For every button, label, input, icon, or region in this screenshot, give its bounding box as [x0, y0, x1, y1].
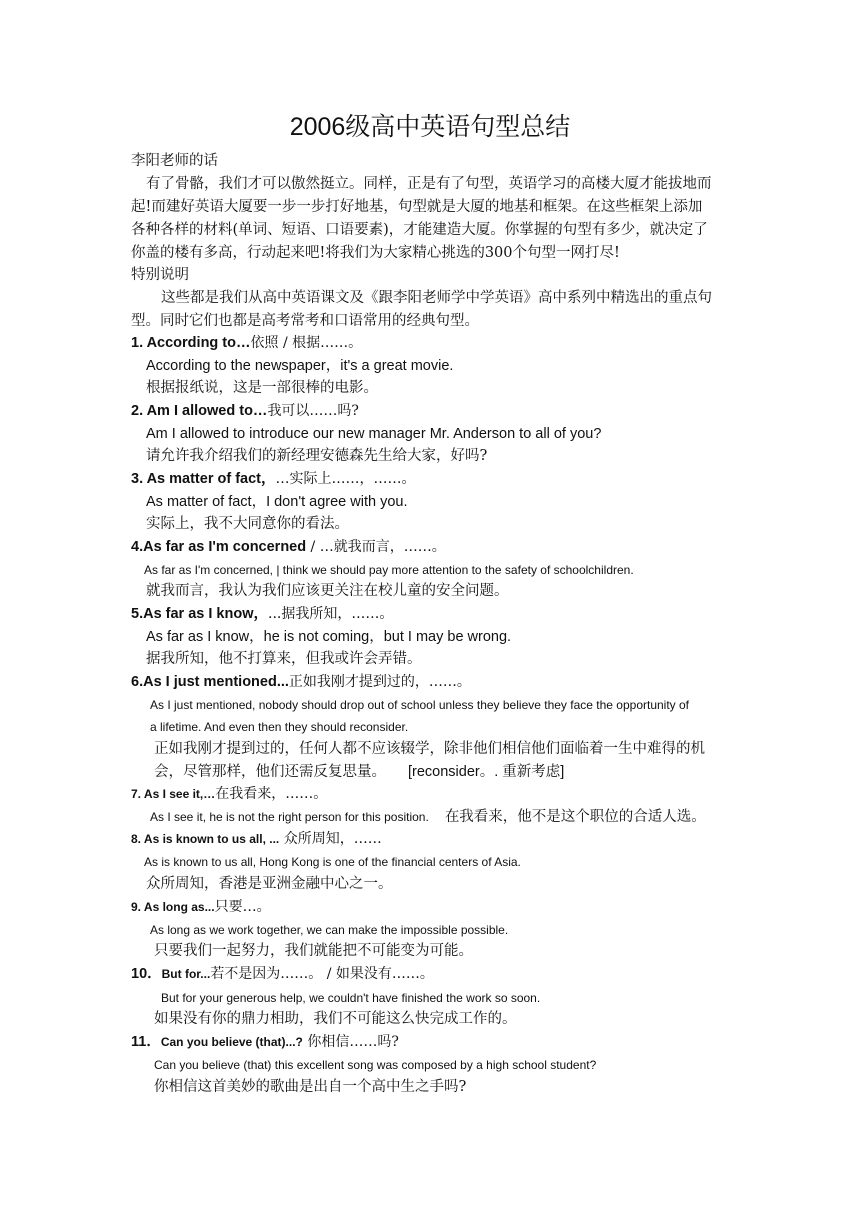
pattern-heading: 1. According to…依照 / 根据……。: [131, 335, 363, 351]
pattern-heading: 5.As far as I know，...据我所知，……。: [131, 606, 394, 622]
pattern-heading: 4.As far as I'm concerned / …就我而言，……。: [131, 539, 446, 555]
example-sentence: As I see it, he is not the right person for this position. 在我看来，他不是这个职位的合适人选。: [150, 809, 706, 825]
intro-line: 各种各样的材料(单词、短语、口语要素)，才能建造大厦。你掌握的句型有多少，就决定了: [131, 222, 708, 238]
example-translation: 根据报纸说，这是一部很棒的电影。: [146, 380, 378, 396]
example-sentence: As I just mentioned, nobody should drop out of school unless they believe they face the opportunity of: [150, 698, 690, 712]
pattern-heading: 6.As I just mentioned...正如我刚才提到过的，……。: [131, 674, 471, 690]
example-translation: 众所周知，香港是亚洲金融中心之一。: [146, 876, 393, 892]
example-translation: 正如我刚才提到过的，任何人都不应该辍学，除非他们相信他们面临着一生中难得的机: [154, 741, 705, 757]
example-sentence: Am I allowed to introduce our new manager Mr. Anderson to all of you?: [146, 426, 602, 442]
example-sentence: As far as I know，he is not coming，but I may be wrong.: [146, 629, 512, 645]
example-sentence: But for your generous help, we couldn't have finished the work so soon.: [161, 991, 541, 1005]
intro-line: 你盖的楼有多高，行动起来吧!将我们为大家精心挑选的300个句型一网打尽!: [131, 245, 620, 261]
example-translation: 只要我们一起努力，我们就能把不可能变为可能。: [154, 943, 473, 959]
pattern-heading: 7. As I see it,…在我看来，……。: [131, 786, 328, 802]
example-translation: 就我而言，我认为我们应该更关注在校儿童的安全问题。: [146, 583, 509, 599]
example-translation: 会，尽管那样，他们还需反复思量。 [reconsider。. 重新考虑]: [154, 764, 565, 780]
example-translation: 请允许我介绍我们的新经理安德森先生给大家，好吗?: [146, 448, 488, 464]
example-sentence: As matter of fact，I don't agree with you.: [146, 494, 408, 510]
intro-line: 起!而建好英语大厦要一步一步打好地基，句型就是大厦的地基和框架。在这些框架上添加: [131, 199, 703, 215]
note-heading: 特别说明: [131, 267, 189, 283]
note-line: 型。同时它们也都是高考常考和口语常用的经典句型。: [131, 313, 479, 329]
pattern-heading: 10．But for...若不是因为……。 / 如果没有……。: [131, 966, 434, 982]
page-title: 2006级高中英语句型总结: [289, 113, 571, 141]
intro-line: 有了骨骼，我们才可以傲然挺立。同样，正是有了句型，英语学习的高楼大厦才能拔地而: [146, 176, 712, 192]
example-translation: 你相信这首美妙的歌曲是出自一个高中生之手吗?: [154, 1079, 467, 1095]
example-translation: 如果没有你的鼎力相助，我们不可能这么快完成工作的。: [154, 1011, 517, 1027]
example-sentence: a lifetime. And even then they should reconsider.: [150, 720, 409, 734]
example-translation: 实际上，我不大同意你的看法。: [146, 516, 349, 532]
pattern-heading: 3. As matter of fact，…实际上……，……。: [131, 471, 416, 487]
pattern-heading: 2. Am I allowed to…我可以……吗?: [131, 403, 359, 419]
example-sentence: Can you believe (that) this excellent song was composed by a high school student?: [154, 1058, 597, 1072]
intro-heading: 李阳老师的话: [131, 153, 218, 169]
example-sentence: As is known to us all, Hong Kong is one of the financial centers of Asia.: [144, 855, 521, 869]
example-translation: 据我所知，他不打算来，但我或许会弄错。: [146, 651, 422, 667]
example-sentence: According to the newspaper，it's a great movie.: [146, 358, 454, 374]
example-translation: 在我看来，他不是这个职位的合适人选。: [444, 809, 706, 825]
example-sentence: As long as we work together, we can make the impossible possible.: [150, 923, 509, 937]
example-sentence: As far as I'm concerned, | think we should pay more attention to the safety of schoolchildren.: [144, 563, 634, 577]
pattern-heading: 8. As is known to us all, ... 众所周知，……: [131, 831, 382, 847]
note-line: 这些都是我们从高中英语课文及《跟李阳老师学中学英语》高中系列中精选出的重点句: [161, 290, 712, 306]
pattern-heading: 9. As long as...只要…。: [131, 899, 271, 915]
pattern-heading: 11．Can you believe (that)...? 你相信……吗?: [131, 1034, 399, 1050]
vocabulary-gloss: [reconsider。. 重新考虑]: [408, 764, 565, 780]
